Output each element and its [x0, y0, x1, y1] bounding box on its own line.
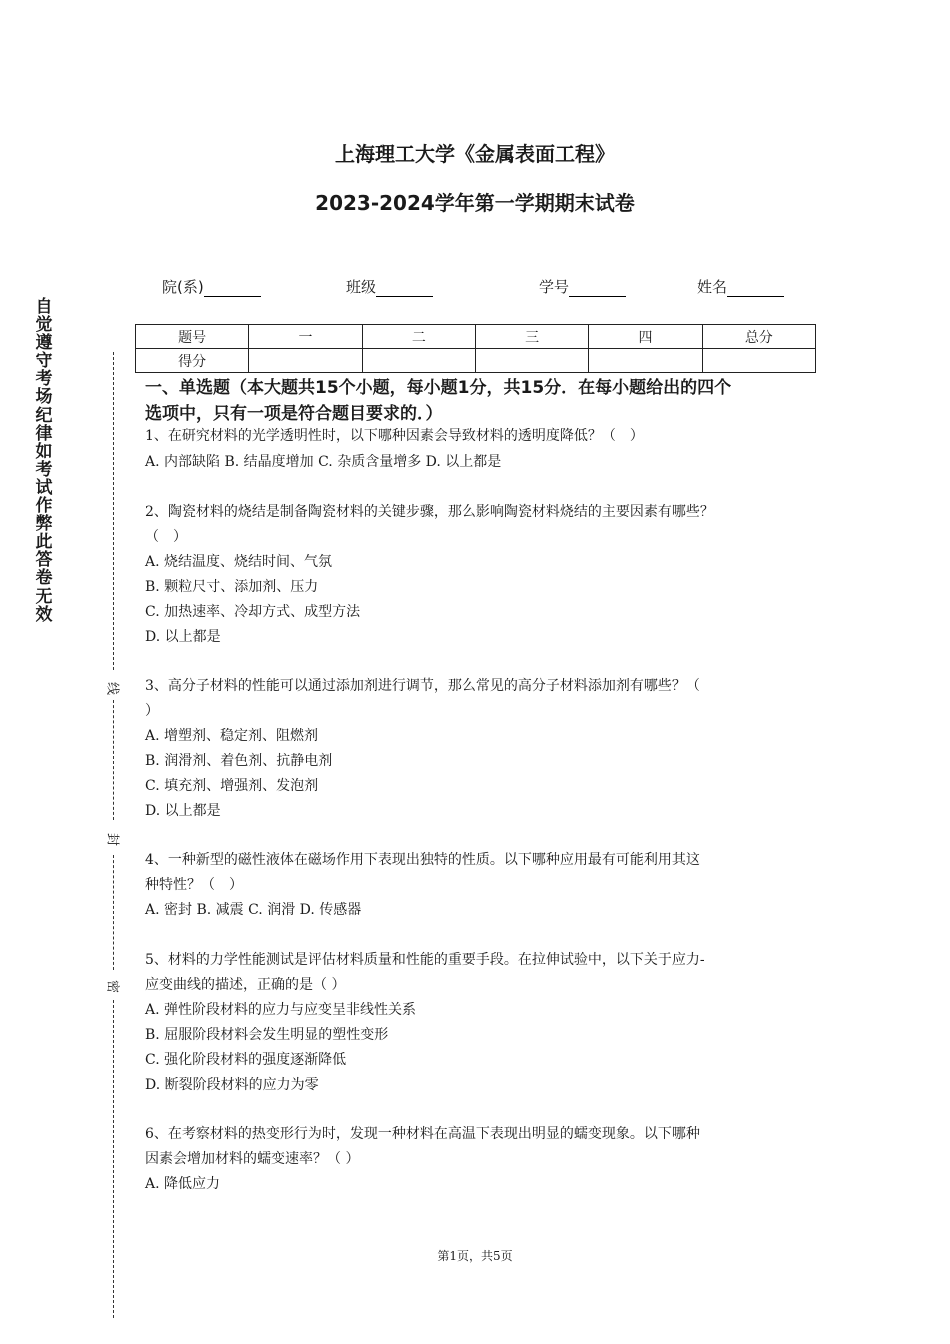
score-table-header-cell: 三 — [475, 325, 588, 349]
seal-dashed-line — [113, 700, 114, 820]
question-6-stem-cont: 因素会增加材料的蠕变速率？（ ） — [145, 1151, 360, 1167]
exam-subtitle: 2023-2024学年第一学期期末试卷 — [315, 191, 635, 215]
score-table — [135, 324, 816, 373]
question-3-option-d: D. 以上都是 — [145, 803, 221, 819]
seal-secret-char: 密 — [105, 979, 124, 995]
seal-dashed-line — [113, 1000, 114, 1318]
question-1-options: A. 内部缺陷 B. 结晶度增加 C. 杂质含量增多 D. 以上都是 — [145, 454, 502, 470]
seal-warning-text: 自觉遵守考场纪律如考试作弊此答卷无效 — [35, 297, 53, 625]
seal-seal-char: 封 — [105, 832, 124, 848]
dept-label: 院(系) — [162, 278, 204, 296]
score-table-header-cell: 四 — [589, 325, 702, 349]
dept-blank — [204, 280, 261, 297]
question-4-stem-cont: 种特性？（ ） — [145, 877, 243, 893]
score-table-header-row — [136, 325, 816, 349]
section-heading-line: 选项中，只有一项是符合题目要求的．） — [145, 404, 443, 424]
question-5-stem-cont: 应变曲线的描述，正确的是（ ） — [145, 977, 346, 993]
question-4-options: A. 密封 B. 减震 C. 润滑 D. 传感器 — [145, 902, 362, 918]
seal-dashed-line — [113, 352, 114, 670]
question-5-option-c: C. 强化阶段材料的强度逐渐降低 — [145, 1052, 347, 1068]
score-cell — [362, 349, 475, 373]
score-table-header-cell: 一 — [249, 325, 362, 349]
name-blank — [727, 280, 784, 297]
question-3-option-a: A. 增塑剂、稳定剂、阻燃剂 — [145, 728, 319, 744]
question-5-stem: 5、材料的力学性能测试是评估材料质量和性能的重要手段。在拉伸试验中，以下关于应力- — [145, 952, 705, 968]
question-2-stem-cont: （ ） — [145, 529, 187, 545]
section-heading — [145, 375, 820, 427]
score-cell — [249, 349, 362, 373]
question-2-option-d: D. 以上都是 — [145, 629, 221, 645]
page-footer: 第1页，共5页 — [437, 1249, 513, 1263]
score-table-header-cell: 题号 — [136, 325, 249, 349]
score-row-label: 得分 — [136, 349, 249, 373]
score-table-score-row — [136, 349, 816, 373]
question-5-option-b: B. 屈服阶段材料会发生明显的塑性变形 — [145, 1027, 389, 1043]
name-label: 姓名 — [697, 278, 728, 296]
name-field — [697, 276, 784, 297]
question-6-option-a: A. 降低应力 — [145, 1176, 221, 1192]
score-cell — [702, 349, 815, 373]
dept-field — [162, 276, 261, 297]
student-id-blank — [569, 280, 626, 297]
section-heading-line: 一、单选题（本大题共15个小题，每小题1分，共15分．在每小题给出的四个 — [145, 378, 732, 398]
question-2-option-b: B. 颗粒尺寸、添加剂、压力 — [145, 579, 319, 595]
score-table-header-cell: 二 — [362, 325, 475, 349]
question-6-stem: 6、在考察材料的热变形行为时，发现一种材料在高温下表现出明显的蠕变现象。以下哪种 — [145, 1126, 700, 1142]
question-3-stem: 3、高分子材料的性能可以通过添加剂进行调节，那么常见的高分子材料添加剂有哪些？（ — [145, 678, 700, 694]
seal-line-char: 线 — [105, 681, 124, 697]
student-id-field — [539, 276, 626, 297]
seal-dashed-line — [113, 855, 114, 970]
class-label: 班级 — [346, 278, 377, 296]
score-cell — [475, 349, 588, 373]
question-3-stem-cont: ） — [145, 703, 159, 719]
class-blank — [376, 280, 433, 297]
question-2-option-c: C. 加热速率、冷却方式、成型方法 — [145, 604, 361, 620]
question-2-option-a: A. 烧结温度、烧结时间、气氛 — [145, 554, 333, 570]
question-5-option-d: D. 断裂阶段材料的应力为零 — [145, 1077, 319, 1093]
question-2-stem: 2、陶瓷材料的烧结是制备陶瓷材料的关键步骤，那么影响陶瓷材料烧结的主要因素有哪些？ — [145, 504, 714, 520]
question-5-option-a: A. 弹性阶段材料的应力与应变呈非线性关系 — [145, 1002, 417, 1018]
score-table-header-cell: 总分 — [702, 325, 815, 349]
class-field — [346, 276, 433, 297]
question-3-option-b: B. 润滑剂、着色剂、抗静电剂 — [145, 753, 333, 769]
question-4-stem: 4、一种新型的磁性液体在磁场作用下表现出独特的性质。以下哪种应用最有可能利用其这 — [145, 852, 700, 868]
question-3-option-c: C. 填充剂、增强剂、发泡剂 — [145, 778, 319, 794]
student-id-label: 学号 — [539, 278, 570, 296]
exam-title: 上海理工大学《金属表面工程》 — [335, 142, 615, 166]
question-1-stem: 1、在研究材料的光学透明性时，以下哪种因素会导致材料的透明度降低？（ ） — [145, 428, 644, 444]
score-cell — [589, 349, 702, 373]
